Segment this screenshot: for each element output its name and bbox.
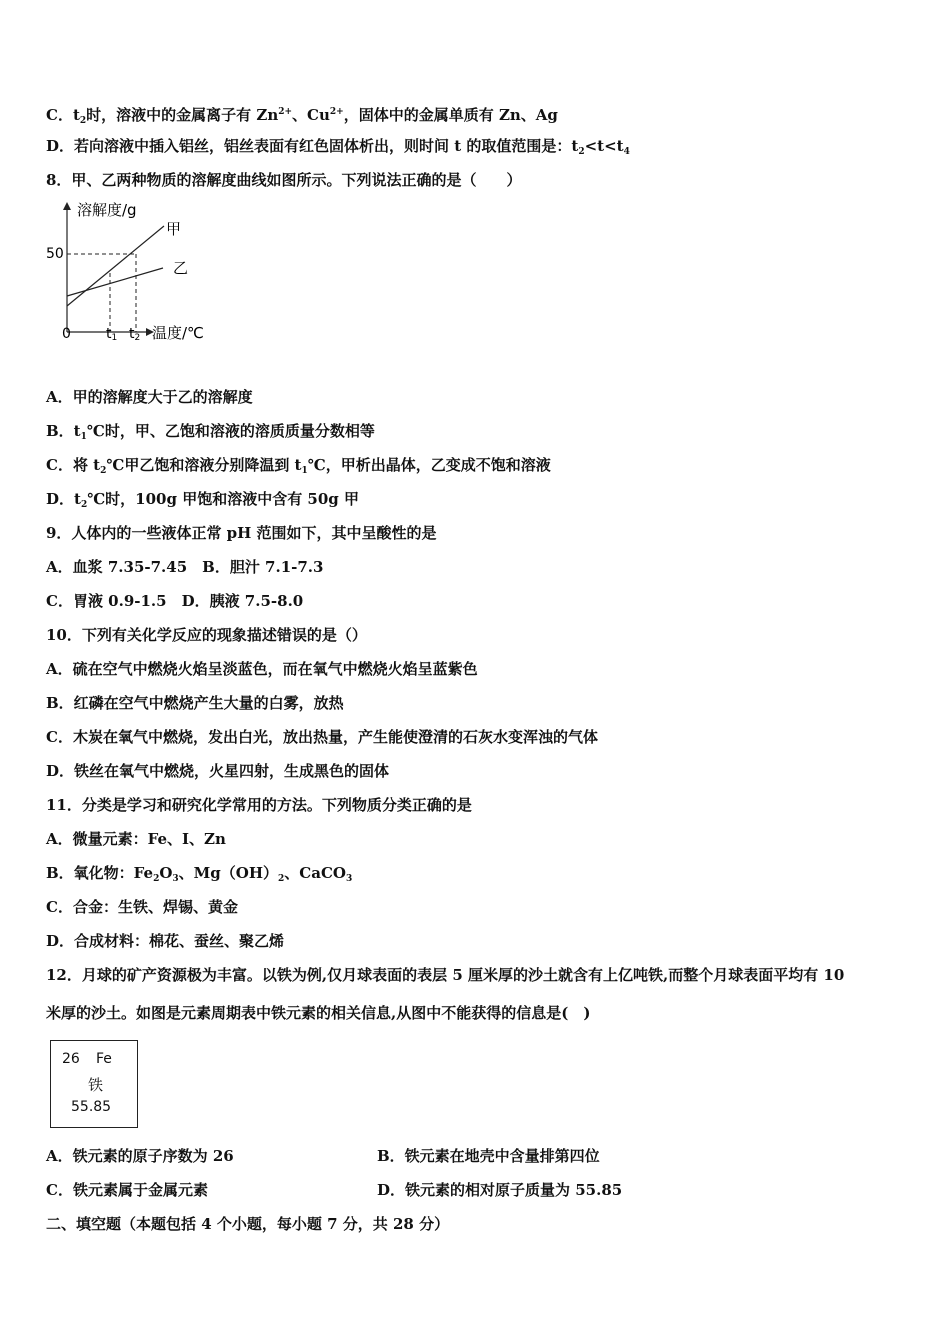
q9-stem: 9．人体内的一些液体正常 pH 范围如下，其中呈酸性的是 [46,524,437,542]
origin-label: 0 [62,326,71,342]
q11-stem: 11．分类是学习和研究化学常用的方法。下列物质分类正确的是 [46,796,472,814]
text: 时，溶液中的金属离子有 Zn [86,106,279,124]
element-name: 铁 [88,1076,104,1094]
text: D．t [46,490,81,508]
curve-label-yi: 乙 [173,259,189,277]
q8-stem: 8．甲、乙两种物质的溶解度曲线如图所示。下列说法正确的是（ ） [46,171,522,189]
q9-options-ab: A．血浆 7.35-7.45 B．胆汁 7.1-7.3 [46,558,324,576]
subscript: 4 [623,147,630,157]
q8-option-b [46,421,375,447]
q10-option-b: B．红磷在空气中燃烧产生大量的白雾，放热 [46,694,344,712]
text: ，固体中的金属单质有 Zn、Ag [343,106,558,124]
subscript: 2 [79,116,87,126]
text: D．若向溶液中插入铝丝，铝丝表面有红色固体析出，则时间 t 的取值范围是：t [46,137,579,155]
text: ℃时，100g 甲饱和溶液中含有 50g 甲 [87,490,360,508]
q10-option-c: C．木炭在氧气中燃烧，发出白光，放出热量，产生能使澄清的石灰水变浑浊的气体 [46,728,598,746]
q8-option-d [46,489,359,515]
atomic-mass: 55.85 [71,1099,112,1115]
text: ℃时，甲、乙饱和溶液的溶质质量分数相等 [86,422,375,440]
q7-option-d [46,136,630,162]
curve-label-jia: 甲 [166,220,182,238]
q8-option-c [46,455,551,481]
subscript: 2 [80,500,88,510]
q9-options-cd: C．胃液 0.9-1.5 D．胰液 7.5-8.0 [46,592,304,610]
superscript: 2+ [329,107,344,117]
t1-label: t1 [106,326,118,343]
q11-option-a: A．微量元素：Fe、I、Zn [46,830,226,848]
curve-jia [67,268,163,296]
q11-option-c: C．合金：生铁、焊锡、黄金 [46,898,238,916]
text: 、Cu [292,106,330,124]
text: <t<t [584,137,624,155]
solubility-graph [40,196,220,346]
q12-stem-line1: 12．月球的矿产资源极为丰富。以铁为例,仅月球表面的表层 5 厘米厚的沙土就含有上亿吨铁,而整个月球表面平均有 10 [46,966,845,984]
t2-label: t2 [129,326,141,343]
element-card-fe [50,1040,138,1128]
q11-option-d: D．合成材料：棉花、蚕丝、聚乙烯 [46,932,285,950]
x-axis-label: 温度/℃ [152,324,204,342]
q11-option-b [46,863,352,889]
element-symbol: Fe [96,1051,112,1067]
y-axis-label: 溶解度/g [77,201,137,219]
subscript: 3 [345,874,353,884]
q10-option-a: A．硫在空气中燃烧火焰呈淡蓝色，而在氧气中燃烧火焰呈蓝紫色 [46,660,478,678]
text: C．将 t [46,456,101,474]
q12-option-c: C．铁元素属于金属元素 [46,1181,208,1199]
text: O [159,864,173,882]
y-axis-arrow-icon [63,202,71,210]
subscript: 1 [80,432,87,442]
q12-option-d: D．铁元素的相对原子质量为 55.85 [377,1181,623,1199]
q12-option-a: A．铁元素的原子序数为 26 [46,1147,234,1165]
q10-option-d: D．铁丝在氧气中燃烧，火星四射，生成黑色的固体 [46,762,390,780]
superscript: 2+ [278,107,293,117]
q12-stem-line2: 米厚的沙土。如图是元素周期表中铁元素的相关信息,从图中不能获得的信息是( ) [46,1004,591,1022]
q12-option-b: B．铁元素在地壳中含量排第四位 [377,1147,600,1165]
text: C．t [46,106,80,124]
subscript: 2 [153,874,160,884]
subscript: 2 [578,147,585,157]
subscript: 3 [172,874,179,884]
subscript: 1 [301,466,308,476]
curve-jia-line [67,226,164,306]
text: B．氧化物：Fe [46,864,154,882]
y-tick-50: 50 [46,246,64,262]
subscript: 2 [278,874,285,884]
text: ℃甲乙饱和溶液分别降温到 t [106,456,302,474]
q10-stem: 10．下列有关化学反应的现象描述错误的是（） [46,626,367,644]
text: 、CaCO [284,864,346,882]
subscript: 2 [100,466,107,476]
atomic-number: 26 [62,1051,80,1067]
q8-option-a: A．甲的溶解度大于乙的溶解度 [46,388,253,406]
text: 、Mg（OH） [178,864,279,882]
section-2-heading: 二、填空题（本题包括 4 个小题，每小题 7 分，共 28 分） [46,1215,450,1233]
text: ℃，甲析出晶体，乙变成不饱和溶液 [307,456,551,474]
text: B．t [46,422,81,440]
q7-option-c [46,102,558,131]
